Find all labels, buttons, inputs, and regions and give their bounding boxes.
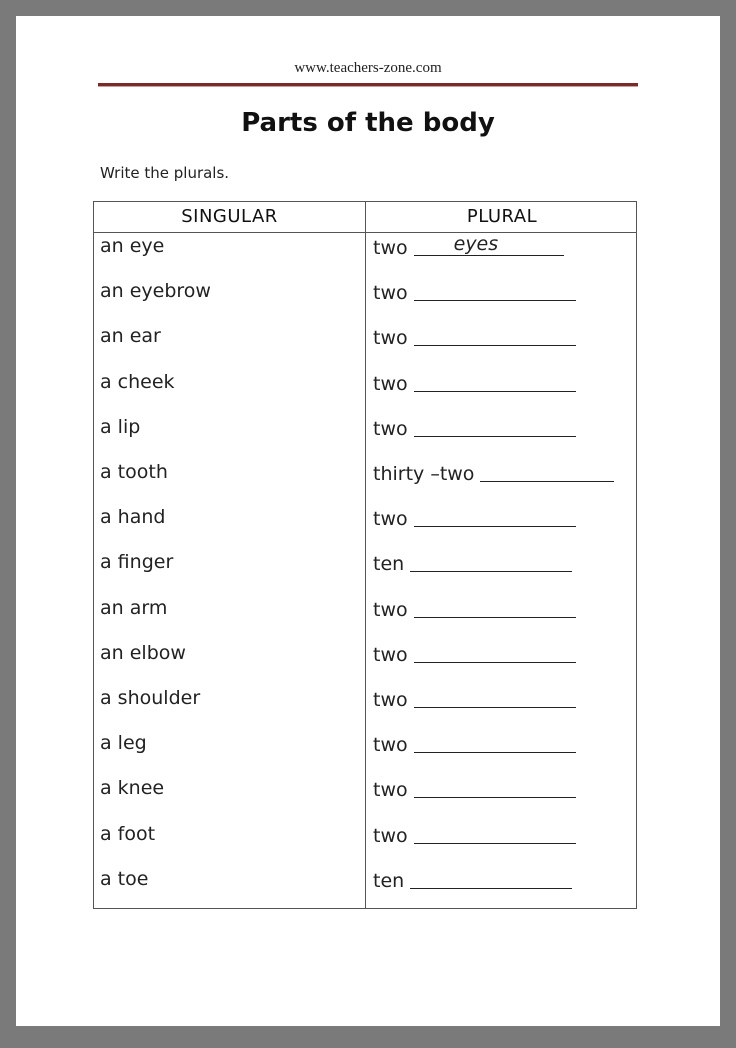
plural-prefix: two <box>373 372 408 395</box>
plural-cell <box>373 597 576 621</box>
plural-prefix: ten <box>373 553 405 576</box>
answer-blank[interactable] <box>414 734 576 753</box>
table-row <box>94 325 636 355</box>
singular-cell: a cheek <box>100 370 175 393</box>
plural-prefix: two <box>373 282 408 305</box>
plural-cell <box>373 687 576 711</box>
plural-cell <box>373 371 576 395</box>
plural-prefix: two <box>373 824 408 847</box>
plural-cell <box>373 642 576 666</box>
table-row <box>94 235 636 265</box>
table-row <box>94 823 636 853</box>
plural-prefix: ten <box>373 869 405 892</box>
answer-blank[interactable] <box>410 870 572 889</box>
table-row <box>94 597 636 627</box>
plural-prefix: thirty –two <box>373 463 475 485</box>
singular-cell: an elbow <box>100 641 186 664</box>
plural-cell <box>373 416 576 440</box>
column-header-plural: PLURAL <box>466 206 538 227</box>
answer-blank[interactable] <box>414 689 576 708</box>
plural-cell <box>373 777 576 801</box>
answer-blank[interactable] <box>414 418 576 437</box>
answer-blank[interactable] <box>414 282 576 301</box>
plural-cell <box>373 280 576 304</box>
table-row <box>94 868 636 898</box>
instruction-text: Write the plurals. <box>100 164 230 182</box>
singular-cell: a shoulder <box>100 687 201 709</box>
plural-cell <box>373 325 576 349</box>
singular-cell: a lip <box>100 415 141 438</box>
page-title: Parts of the body <box>241 108 495 138</box>
singular-cell: a finger <box>100 551 174 574</box>
answer-text: eyes <box>453 233 499 255</box>
answer-blank[interactable] <box>414 508 576 527</box>
singular-cell: a foot <box>100 822 156 845</box>
answer-blank[interactable] <box>414 233 564 256</box>
plural-cell <box>373 823 576 847</box>
answer-blank[interactable] <box>414 373 576 392</box>
table-row <box>94 280 636 310</box>
table-row <box>94 416 636 446</box>
singular-cell: an eye <box>100 235 165 257</box>
singular-cell: a tooth <box>100 461 168 483</box>
answer-blank[interactable] <box>414 644 576 663</box>
singular-cell: a knee <box>100 777 165 800</box>
column-header-singular: SINGULAR <box>181 206 278 227</box>
singular-cell: a toe <box>100 867 149 890</box>
plural-cell <box>373 732 576 756</box>
plural-cell <box>373 551 572 575</box>
plural-prefix: two <box>373 689 408 711</box>
table-row <box>94 551 636 581</box>
singular-cell: a leg <box>100 732 147 755</box>
table-row <box>94 642 636 672</box>
table-row <box>94 687 636 717</box>
table-row <box>94 506 636 536</box>
singular-cell: an arm <box>100 596 168 619</box>
plural-cell <box>373 461 614 485</box>
plural-prefix: two <box>373 598 408 621</box>
worksheet-page <box>16 16 720 1026</box>
plurals-table <box>93 201 637 909</box>
plural-cell <box>373 868 572 892</box>
header-rule <box>98 83 638 87</box>
plural-cell <box>373 506 576 530</box>
plural-prefix: two <box>373 237 408 259</box>
plural-prefix: two <box>373 417 408 440</box>
answer-blank[interactable] <box>414 825 576 844</box>
table-row <box>94 461 636 491</box>
plural-prefix: two <box>373 643 408 666</box>
header-divider <box>94 232 636 233</box>
singular-cell: a hand <box>100 506 166 529</box>
plural-prefix: two <box>373 779 408 802</box>
table-row <box>94 371 636 401</box>
plural-prefix: two <box>373 327 408 350</box>
answer-blank[interactable] <box>414 327 576 346</box>
singular-cell: an ear <box>100 325 161 348</box>
plural-prefix: two <box>373 734 408 757</box>
site-url: www.teachers-zone.com <box>294 60 442 76</box>
table-row <box>94 777 636 807</box>
singular-cell: an eyebrow <box>100 280 211 303</box>
answer-blank[interactable] <box>414 599 576 618</box>
table-row <box>94 732 636 762</box>
answer-blank[interactable] <box>480 463 614 482</box>
plural-cell <box>373 235 564 259</box>
answer-blank[interactable] <box>414 779 576 798</box>
plural-prefix: two <box>373 508 408 531</box>
answer-blank[interactable] <box>410 553 572 572</box>
